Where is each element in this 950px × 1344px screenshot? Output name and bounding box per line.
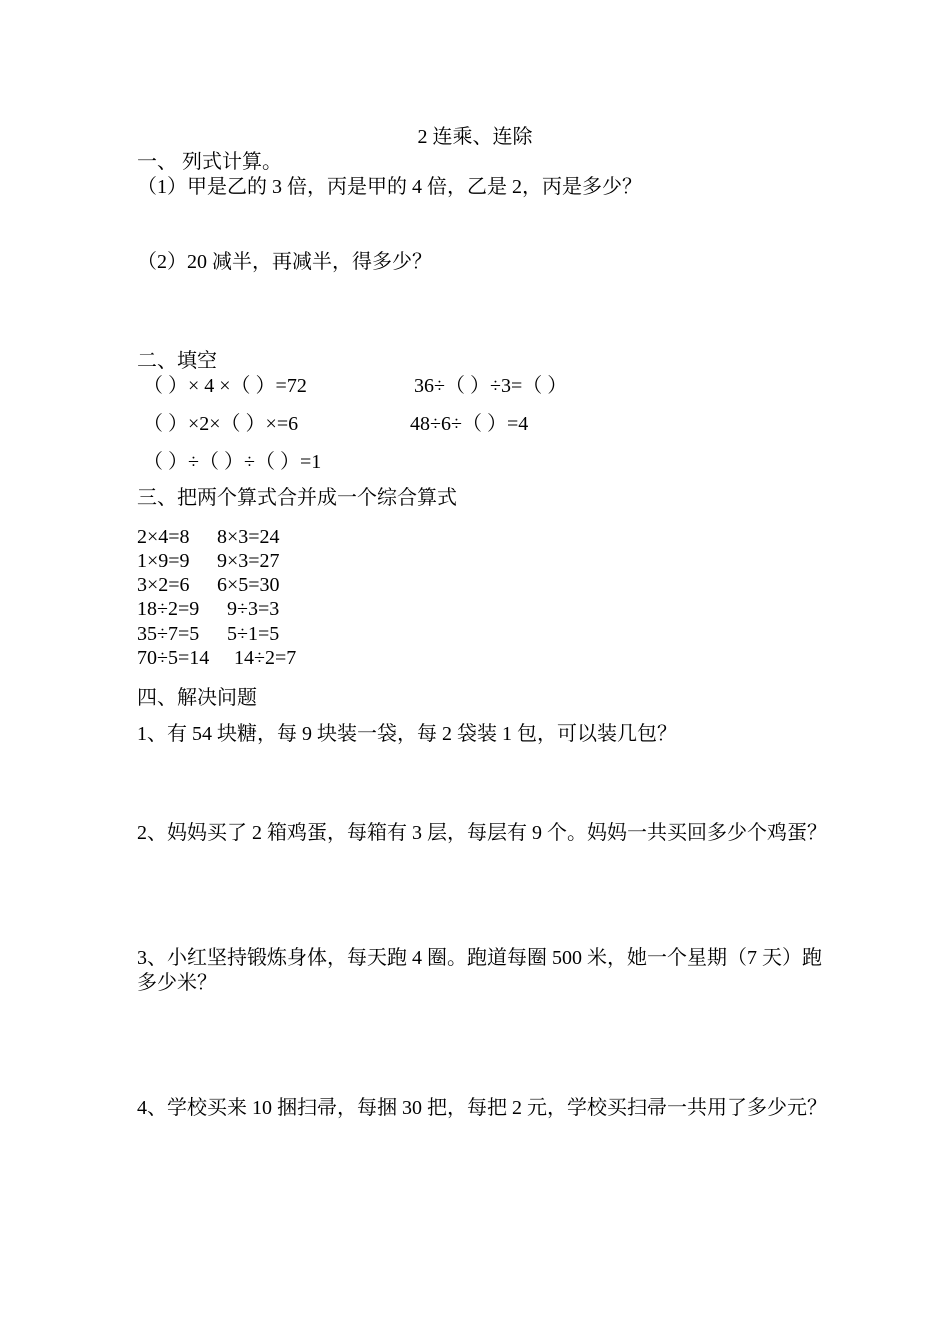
fill-blank-2-left: （ ）×2×（ ）×=6 [143, 413, 299, 435]
question-1-1: （1）甲是乙的 3 倍，丙是甲的 4 倍，乙是 2，丙是多少？ [137, 176, 642, 198]
calc-row-5-b: 5÷1=5 [227, 623, 280, 645]
calc-row-2-b: 9×3=27 [217, 550, 280, 572]
calc-row-3-b: 6×5=30 [217, 574, 280, 596]
calc-row-1-b: 8×3=24 [217, 526, 280, 548]
calc-row-1-a: 2×4=8 [137, 526, 190, 548]
calc-row-4-b: 9÷3=3 [227, 598, 280, 620]
section-1-heading: 一、 列式计算。 [137, 151, 282, 173]
fill-blank-1-left: （ ）× 4 ×（ ）=72 [143, 375, 307, 397]
calc-row-5-a: 35÷7=5 [137, 623, 200, 645]
word-problem-3: 3、小红坚持锻炼身体，每天跑 4 圈。跑道每圈 500 米，她一个星期（7 天）跑多少米？ [137, 947, 822, 994]
fill-blank-2-right: 48÷6÷（ ）=4 [410, 413, 529, 435]
word-problem-1: 1、有 54 块糖，每 9 块装一袋，每 2 袋装 1 包，可以装几包？ [137, 723, 677, 745]
page-title: 2 连乘、连除 [417, 126, 533, 148]
word-problem-4: 4、学校买来 10 捆扫帚，每捆 30 把，每把 2 元，学校买扫帚一共用了多少元？ [137, 1097, 827, 1119]
calc-row-6-a: 70÷5=14 [137, 647, 210, 669]
fill-blank-3-left: （ ）÷（ ）÷（ ）=1 [143, 451, 322, 473]
section-4-heading: 四、解决问题 [137, 687, 257, 709]
calc-row-2-a: 1×9=9 [137, 550, 190, 572]
calc-row-6-b: 14÷2=7 [234, 647, 297, 669]
calc-row-3-a: 3×2=6 [137, 574, 190, 596]
calc-row-4-a: 18÷2=9 [137, 598, 200, 620]
section-3-heading: 三、把两个算式合并成一个综合算式 [137, 487, 457, 509]
section-2-heading: 二、填空 [137, 350, 217, 372]
word-problem-2: 2、妈妈买了 2 箱鸡蛋，每箱有 3 层，每层有 9 个。妈妈一共买回多少个鸡蛋？ [137, 822, 827, 844]
fill-blank-1-right: 36÷（ ）÷3=（ ） [414, 375, 568, 397]
question-1-2: （2）20 减半，再减半，得多少？ [137, 251, 432, 273]
